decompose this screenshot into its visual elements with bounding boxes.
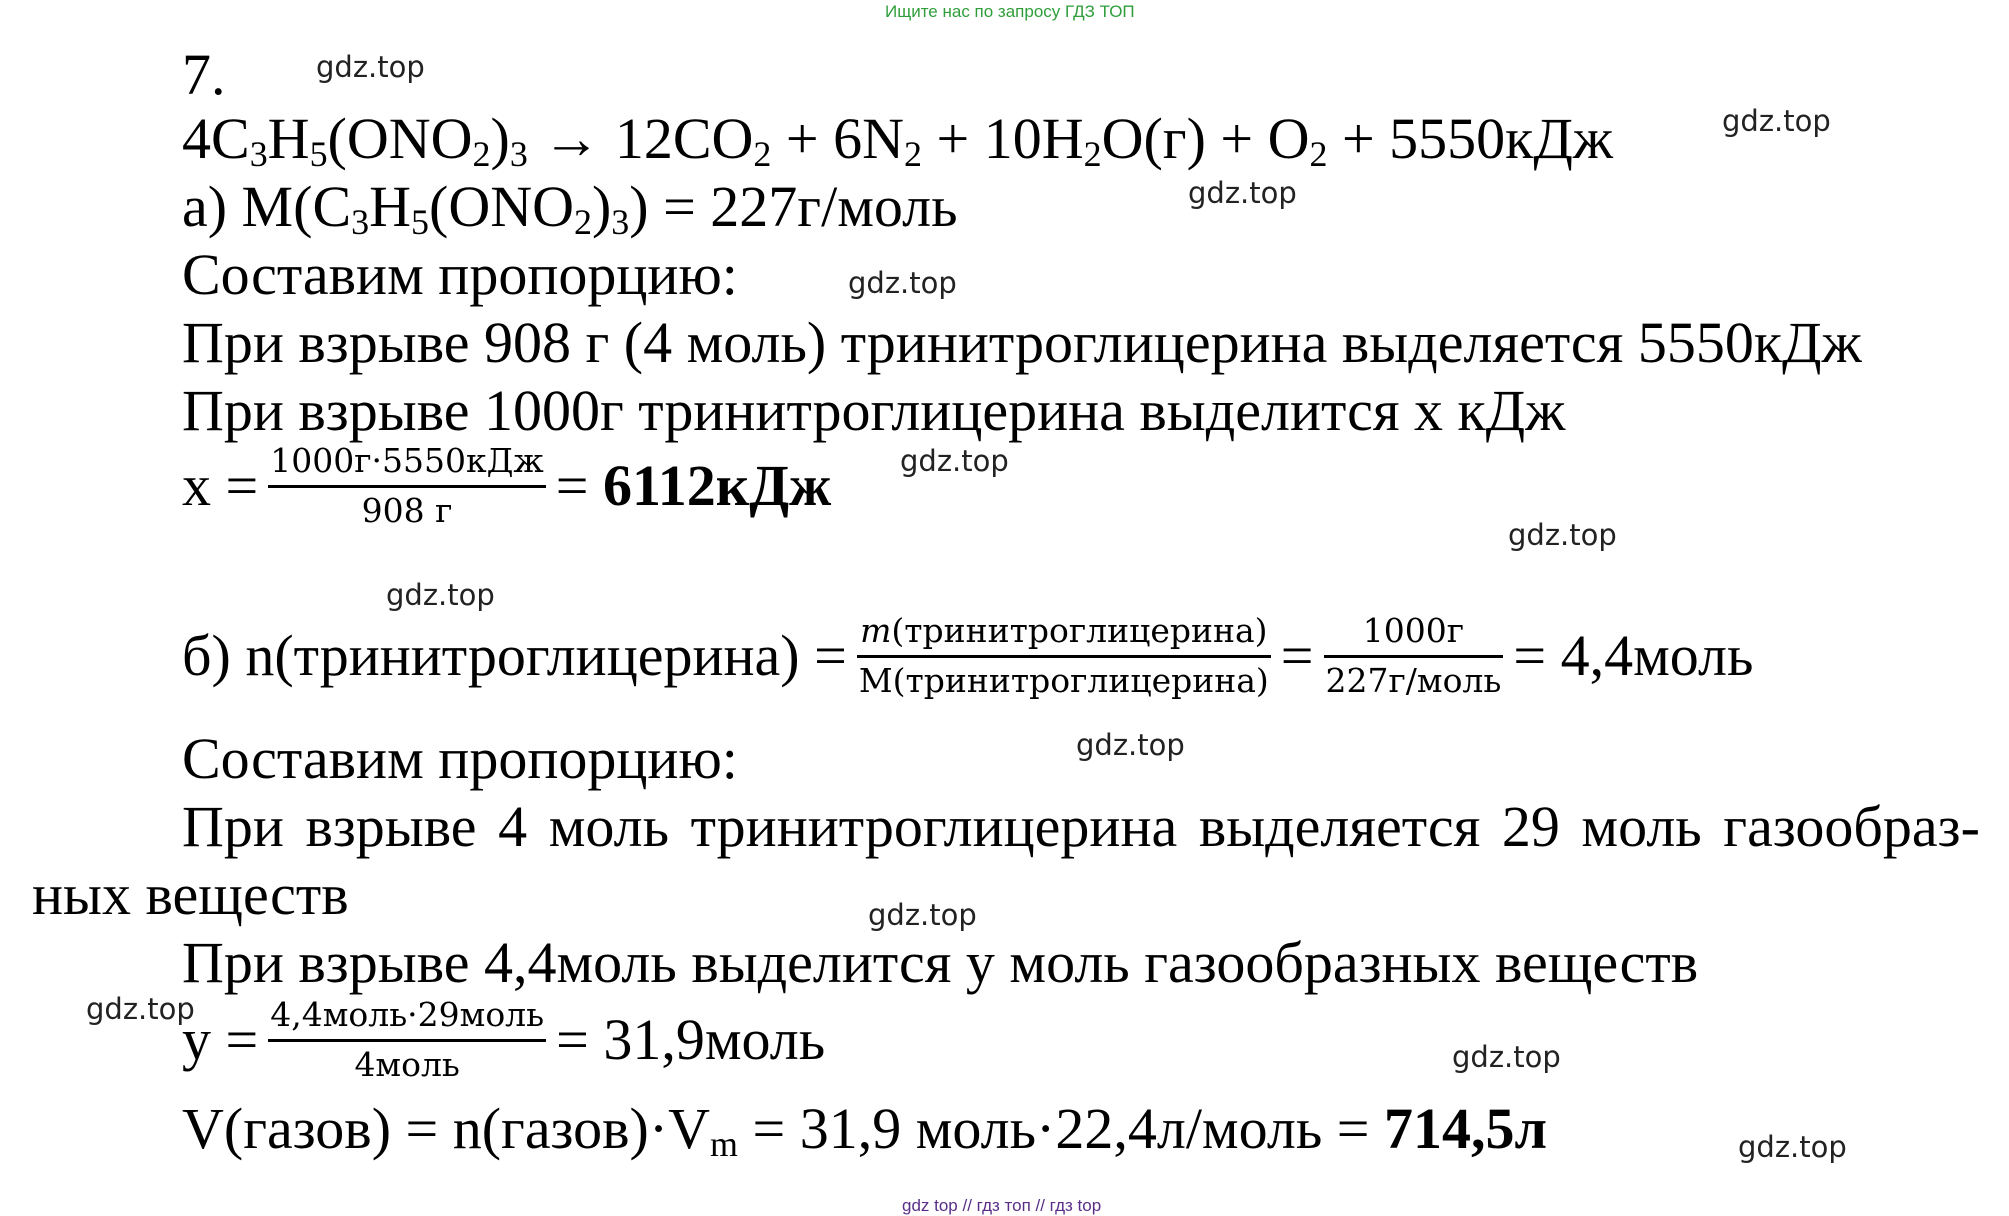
n-fraction-1: $\frac{\text{m(тринитроглицерина)}}{\text{M(тринитроглицерина)}}$	[858, 611, 1269, 700]
gas-proportion-line: При взрыве 4 моль тринитроглицерина выделяется 29 моль газообраз-	[182, 794, 1980, 859]
y-calculation	[182, 996, 825, 1085]
reaction-equation: $4C_3H_5(ONO_2)_3 \to 12CO_2 + 6N_2 + 10H_2O(г) + O_2 + 5550кДж$	[182, 106, 1613, 174]
x-numerator: 1000г·5550кДж	[268, 442, 546, 488]
gas-proportion-continuation: ных веществ	[32, 862, 349, 927]
n-fraction-2: $\frac{1000г}{\text{227г/моль}}$	[1325, 611, 1502, 700]
footer-links: gdz top // гдз топ // гдз top	[902, 1196, 1102, 1215]
watermark: gdz.top	[1452, 1040, 1561, 1074]
n-lhs: б) n(тринитроглицерина) =	[182, 623, 847, 689]
watermark: gdz.top	[316, 50, 425, 84]
proportion-label-1: Составим пропорцию:	[182, 242, 738, 307]
watermark: gdz.top	[1188, 176, 1297, 210]
n-result: = 4,4моль	[1513, 623, 1754, 689]
x-denominator: 908 г	[361, 490, 453, 530]
x-fraction	[268, 442, 546, 531]
proportion-line-908: При взрыве 908 г (4 моль) тринитроглицерина выделяется 5550кДж	[182, 310, 1862, 375]
proportion-line-4-4: При взрыве 4,4моль выделится у моль газообразных веществ	[182, 930, 1699, 995]
watermark: gdz.top	[1508, 518, 1617, 552]
y-lhs: у =	[182, 1007, 259, 1073]
proportion-line-1000: При взрыве 1000г тринитроглицерина выделится х кДж	[182, 378, 1566, 443]
watermark: gdz.top	[1738, 1130, 1847, 1164]
watermark: gdz.top	[1722, 104, 1831, 138]
watermark: gdz.top	[86, 992, 195, 1026]
proportion-label-2: Составим пропорцию:	[182, 726, 738, 791]
gas-volume-calculation: V(газов) = $n(газов)\cdot V_m = 31,9$ моль·22,4л/моль = 714,5л	[182, 1096, 1548, 1164]
x-result: 6112кДж	[603, 453, 832, 519]
part-b-calculation: б) n(тринитроглицерина) = $\frac{\text{m(тринитроглицерина)}}{\text{M(тринитроглицерина)}}$ = $\frac{1000г}{\text{227г/моль}}$ = 4,4моль	[182, 611, 1754, 700]
part-a-molar-mass: а) $M(C_3H_5(ONO_2)_3)$ = 227г/моль	[182, 174, 958, 242]
y-fraction: $\frac{\text{4,4моль·29моль}}{\text{4моль}}$	[270, 995, 545, 1084]
watermark: gdz.top	[1076, 728, 1185, 762]
top-banner: Ищите нас по запросу ГДЗ ТОП	[885, 2, 1135, 21]
x-lhs: х =	[182, 453, 259, 519]
watermark: gdz.top	[848, 266, 957, 300]
y-result: = 31,9моль	[556, 1007, 826, 1073]
watermark: gdz.top	[900, 444, 1009, 478]
x-calculation: х = $\frac{\text{1000г·5550кДж}}{908 г}$ = 6112кДж	[182, 441, 832, 530]
watermark: gdz.top	[868, 898, 977, 932]
watermark: gdz.top	[386, 578, 495, 612]
volume-result: 714,5л	[1383, 1096, 1548, 1161]
problem-number: 7.	[182, 42, 226, 107]
